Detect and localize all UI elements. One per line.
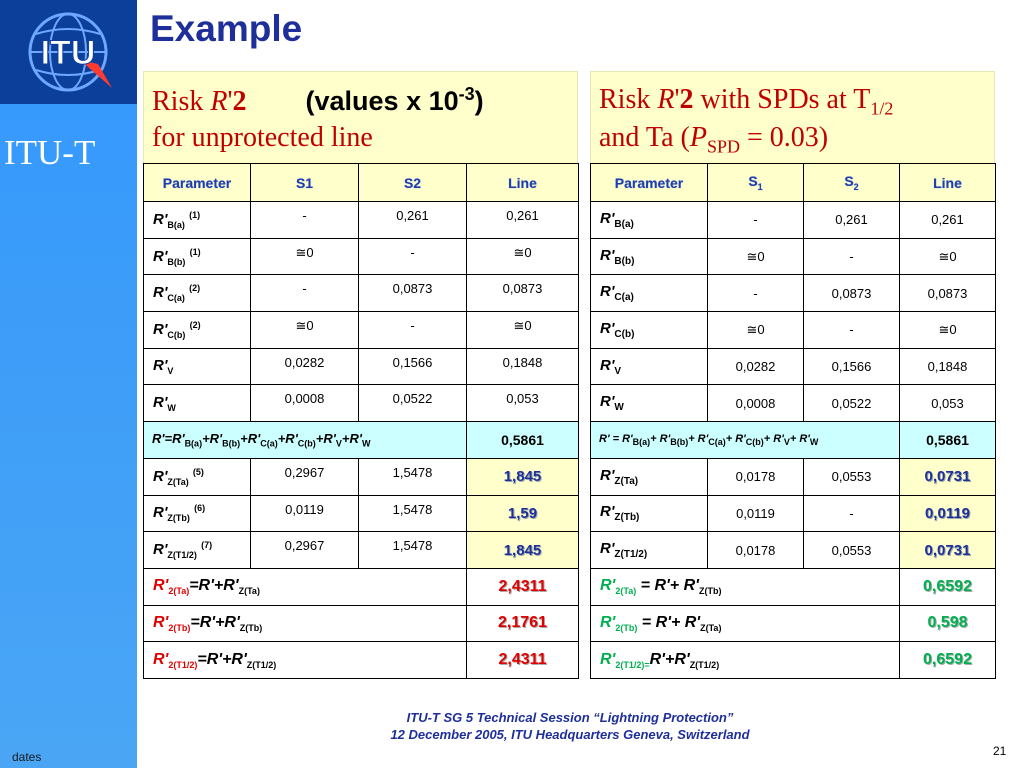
s2-cell: 0,0873 [804,275,900,312]
org-label: ITU-T [4,133,96,172]
parameter-cell: $R'_{Z(Ta)}$ $^{(5)}$ [144,458,251,495]
table-row [591,275,996,312]
table-row [144,385,579,422]
parameter-cell: $R'_V$ [591,348,708,385]
s1-cell: 0,0282 [708,348,804,385]
risk-prime: ' [227,86,233,117]
left-header-line2: for unprotected line [152,122,373,153]
total-value: 0,6592 [900,642,996,679]
s2-cell: 0,1566 [359,348,467,385]
table-header-row [144,164,579,202]
column-header: S1 [251,164,359,202]
parameter-cell: $R'_{B(a)}$ $^{(1)}$ [144,202,251,239]
table-row [591,532,996,569]
s1-cell: 0,0119 [708,495,804,532]
total-row [591,568,996,605]
s2-cell: 0,1566 [804,348,900,385]
sum-formula: $R' = R'_{B(a)}+ R'_{B(b)}+ R'_{C(a)}+ R'_{C(b)}+ R'_V+ R'_W$ [591,422,900,459]
line-cell: 0,261 [467,202,579,239]
s2-cell: 1,5478 [359,458,467,495]
total-formula: $R'_{2(T1/2)}=R'+R'_{Z(T1/2)}$ [144,642,467,679]
line-cell: ≅0 [900,312,996,349]
left-table-header [143,71,578,167]
itu-logo [0,0,137,104]
sum-row [591,422,996,459]
total-row [144,568,579,605]
parameter-cell: $R'_{C(a)}$ $^{(2)}$ [144,275,251,312]
table-row [144,312,579,349]
risk-table-unprotected [143,163,579,679]
total-formula: $R'_{2(Ta)}=R'+R'_{Z(Ta)}$ [144,568,467,605]
s2-cell: 0,0553 [804,532,900,569]
values-multiplier: (values x $10^{-3}$) [305,84,484,116]
table-header-row [591,164,996,202]
parameter-cell: $R'_{B(b)}$ [591,238,708,275]
parameter-cell: $R'_{Z(Tb)}$ [591,495,708,532]
line-cell: 1,845 [467,458,579,495]
parameter-cell: $R'_W$ [591,385,708,422]
s1-cell: ≅0 [251,312,359,349]
parameter-cell: $R'_V$ [144,348,251,385]
total-formula: $R'_{2(Ta)} = R'+ R'_{Z(Tb)}$ [591,568,900,605]
s2-cell: 1,5478 [359,495,467,532]
table-row [144,238,579,275]
line-cell: ≅0 [900,238,996,275]
sidebar [0,0,137,768]
right-header-line2: and Ta $(P_{SPD} = 0.03)$ [599,122,829,157]
s1-cell: 0,0282 [251,348,359,385]
line-cell: 0,0873 [900,275,996,312]
parameter-cell: $R'_{B(a)}$ [591,202,708,239]
s1-cell: ≅0 [708,238,804,275]
line-cell: 0,1848 [900,348,996,385]
dates-label: dates [12,750,42,764]
page-number: 21 [993,744,1007,758]
page-title: Example [150,8,303,49]
s2-cell: 0,0553 [804,458,900,495]
line-cell: 0,0119 [900,495,996,532]
s2-cell: - [359,238,467,275]
s1-cell: 0,2967 [251,532,359,569]
column-header: Line [467,164,579,202]
table-row [144,495,579,532]
sum-value: 0,5861 [467,422,579,459]
table-row [591,202,996,239]
s2-cell: - [359,312,467,349]
risk-prefix: Risk [152,86,211,117]
column-header: $S_1$ [708,164,804,202]
s1-cell: ≅0 [708,312,804,349]
s2-cell: - [804,238,900,275]
s1-cell: 0,0119 [251,495,359,532]
s1-cell: - [251,202,359,239]
risk-table-with-spds [590,163,996,679]
column-header: S2 [359,164,467,202]
table-row [144,202,579,239]
s2-cell: 0,0522 [804,385,900,422]
s2-cell: - [804,312,900,349]
s1-cell: 0,2967 [251,458,359,495]
line-cell: ≅0 [467,312,579,349]
line-cell: 1,845 [467,532,579,569]
table-row [144,348,579,385]
right-header-line1: Risk R'2 with SPDs at $T_{1/2}$ [599,84,894,119]
column-header: Line [900,164,996,202]
globe-icon [0,0,137,104]
s2-cell: - [804,495,900,532]
line-cell: 0,0731 [900,458,996,495]
line-cell: 1,59 [467,495,579,532]
table-row [144,458,579,495]
table-row [591,495,996,532]
table-row [591,238,996,275]
s1-cell: - [251,275,359,312]
parameter-cell: $R'_W$ [144,385,251,422]
s2-cell: 1,5478 [359,532,467,569]
s1-cell: - [708,275,804,312]
s1-cell: 0,0008 [708,385,804,422]
left-header-line1 [152,84,484,118]
s1-cell: 0,0178 [708,458,804,495]
parameter-cell: $R'_{Z(Tb)}$ $^{(6)}$ [144,495,251,532]
column-header: $S_2$ [804,164,900,202]
logo-text: ITU [40,34,96,72]
table-row [591,458,996,495]
parameter-cell: $R'_{B(b)}$ $^{(1)}$ [144,238,251,275]
column-header: Parameter [144,164,251,202]
table-row [591,385,996,422]
parameter-cell: $R'_{Z(T1/2)}$ $^{(7)}$ [144,532,251,569]
total-value: 2,1761 [467,605,579,642]
total-formula: $R'_{2(Tb)} = R'+ R'_{Z(Ta)}$ [591,605,900,642]
sum-row [144,422,579,459]
parameter-cell: $R'_{C(b)}$ [591,312,708,349]
sum-value: 0,5861 [900,422,996,459]
total-value: 0,598 [900,605,996,642]
s1-cell: ≅0 [251,238,359,275]
s1-cell: - [708,202,804,239]
s2-cell: 0,261 [359,202,467,239]
table-row [144,532,579,569]
table-row [144,275,579,312]
footer-line2: 12 December 2005, ITU Headquarters Geneva, Switzerland [390,727,750,742]
line-cell: 0,053 [467,385,579,422]
s2-cell: 0,0873 [359,275,467,312]
line-cell: 0,053 [900,385,996,422]
s2-cell: 0,261 [804,202,900,239]
line-cell: 0,0731 [900,532,996,569]
total-formula: $R'_{2(Tb)}=R'+R'_{Z(Tb)}$ [144,605,467,642]
column-header: Parameter [591,164,708,202]
risk-symbol: R [210,86,228,117]
total-row [144,642,579,679]
s1-cell: 0,0178 [708,532,804,569]
parameter-cell: $R'_{Z(Ta)}$ [591,458,708,495]
sum-formula: $R'=R'_{B(a)}+R'_{B(b)}+R'_{C(a)}+R'_{C(b)}+R'_V+R'_W$ [144,422,467,459]
table-row [591,348,996,385]
total-row [144,605,579,642]
parameter-cell: $R'_{Z(T1/2)}$ [591,532,708,569]
total-value: 0,6592 [900,568,996,605]
line-cell: 0,261 [900,202,996,239]
total-row [591,605,996,642]
parameter-cell: $R'_{C(a)}$ [591,275,708,312]
line-cell: ≅0 [467,238,579,275]
s2-cell: 0,0522 [359,385,467,422]
footer [140,709,1000,743]
risk-index: 2 [232,86,247,117]
total-value: 2,4311 [467,642,579,679]
footer-line1: ITU-T SG 5 Technical Session “Lightning Protection” [406,710,734,725]
total-formula: $R'_{2(T1/2)=}R'+R'_{Z(T1/2)}$ [591,642,900,679]
total-row [591,642,996,679]
s1-cell: 0,0008 [251,385,359,422]
parameter-cell: $R'_{C(b)}$ $^{(2)}$ [144,312,251,349]
line-cell: 0,0873 [467,275,579,312]
right-table-header [590,71,995,167]
line-cell: 0,1848 [467,348,579,385]
table-row [591,312,996,349]
total-value: 2,4311 [467,568,579,605]
